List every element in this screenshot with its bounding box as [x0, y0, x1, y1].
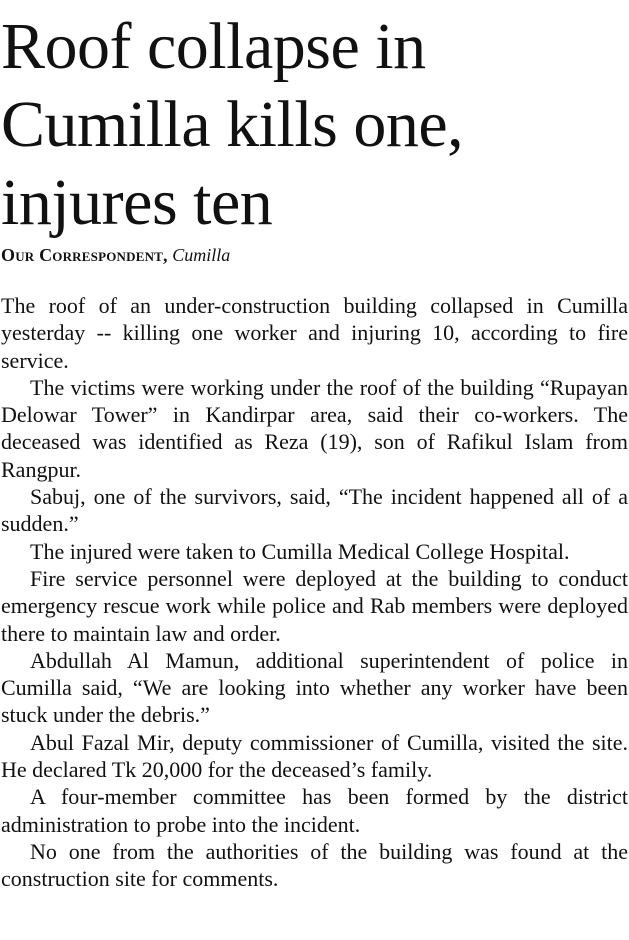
paragraph: A four-member committee has been formed by the district administration to probe into the incident.: [1, 784, 628, 837]
paragraph: Abdullah Al Mamun, additional superintendent of police in Cumilla said, “We are looking into whether any worker have been stuck under the debris.”: [1, 647, 628, 728]
paragraph: Abul Fazal Mir, deputy commissioner of Cumilla, visited the site. He declared Tk 20,000 for the deceased’s family.: [1, 729, 628, 783]
paragraph: No one from the authorities of the building was found at the construction site for comments.: [1, 838, 628, 892]
paragraph: The victims were working under the roof of the building “Rupayan Delowar Tower” in Kandirpar area, said their co-workers. The deceased was identified as Reza (19), son of Rafikul Islam from Rangpur.: [1, 374, 628, 482]
article-body: [1, 292, 628, 893]
paragraph: Fire service personnel were deployed at the building to conduct emergency rescue work while police and Rab members were deployed there to maintain law and order.: [1, 565, 628, 646]
byline: [1, 244, 628, 266]
paragraph: The roof of an under-construction building collapsed in Cumilla yesterday -- killing one worker and injuring 10, according to fire service.: [1, 293, 628, 373]
paragraph: The injured were taken to Cumilla Medical College Hospital.: [30, 538, 570, 564]
byline-location: Cumilla: [172, 245, 231, 265]
headline: Roof collapse in Cumilla kills one, injures ten: [1, 10, 464, 239]
byline-author: Our Correspondent,: [1, 245, 168, 265]
paragraph: Sabuj, one of the survivors, said, “The incident happened all of a sudden.”: [1, 484, 628, 537]
